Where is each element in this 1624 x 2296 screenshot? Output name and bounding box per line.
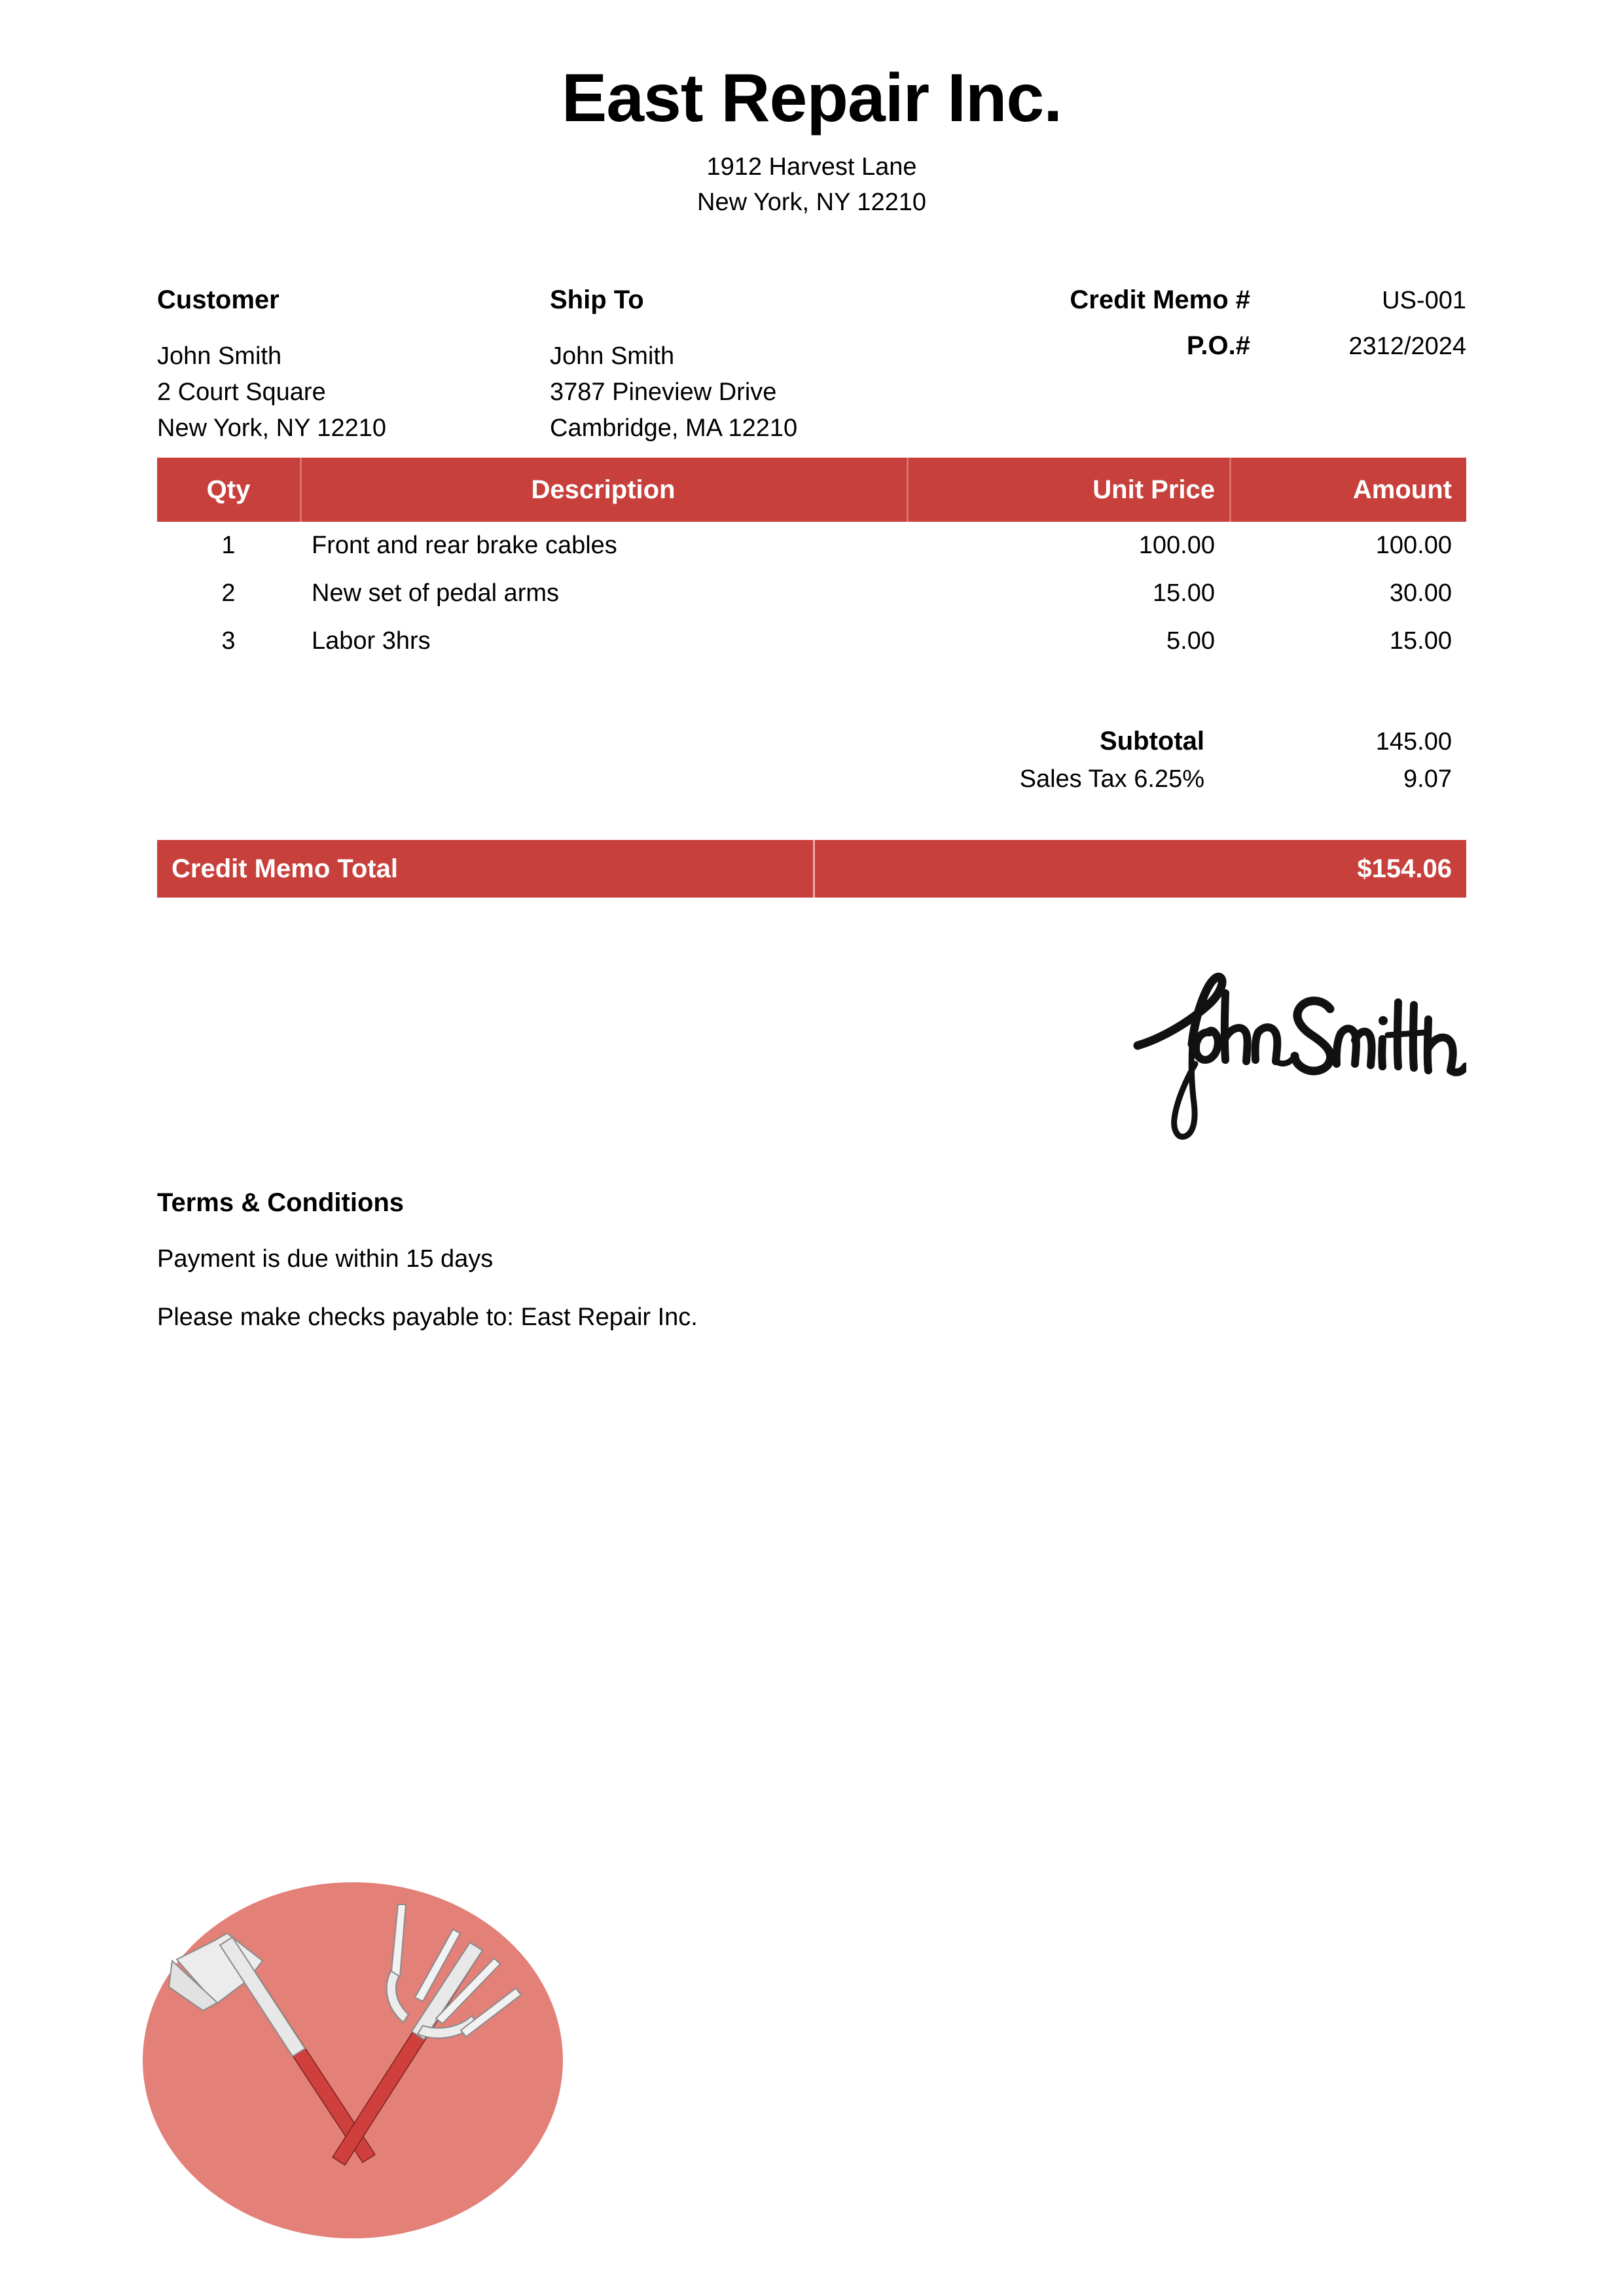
grand-total-divider	[813, 840, 815, 898]
line-item-qty: 3	[221, 627, 236, 655]
ship-to-name: John Smith	[550, 342, 675, 371]
company-address-line-2: New York, NY 12210	[697, 189, 926, 217]
ship-to-street: 3787 Pineview Drive	[550, 378, 777, 407]
customer-title: Customer	[157, 285, 280, 315]
credit-memo-total-bar	[157, 840, 1466, 898]
line-item-amount: 15.00	[1389, 627, 1452, 655]
credit-memo-number-value: US-001	[1382, 287, 1466, 315]
company-address	[157, 150, 1466, 221]
company-name: East Repair Inc.	[561, 60, 1062, 136]
signature-john-smith	[1126, 955, 1466, 1145]
credit-memo-total-value: $154.06	[1357, 854, 1452, 883]
terms-and-conditions	[157, 1188, 1466, 1332]
terms-title: Terms & Conditions	[157, 1188, 405, 1218]
table-row	[157, 570, 1466, 617]
line-item-amount: 30.00	[1389, 579, 1452, 608]
header-divider-1	[300, 458, 302, 522]
company-logo-icon	[143, 1882, 563, 2239]
line-item-description: Front and rear brake cables	[312, 532, 617, 560]
line-item-unit-price: 5.00	[1166, 627, 1215, 655]
company-address-line-1: 1912 Harvest Lane	[706, 153, 917, 181]
credit-memo-number-row	[877, 281, 1466, 319]
line-items-table	[157, 458, 1466, 665]
subtotal-value: 145.00	[1375, 728, 1452, 756]
table-row	[157, 522, 1466, 570]
line-items-body	[157, 522, 1466, 665]
column-header-unit-price: Unit Price	[1092, 475, 1215, 504]
sales-tax-label: Sales Tax 6.25%	[1019, 765, 1204, 793]
ship-to-title: Ship To	[550, 285, 644, 315]
invoice-sheet	[157, 0, 1466, 2296]
customer-block	[157, 281, 386, 446]
line-items-header-row	[157, 458, 1466, 522]
document-header	[157, 0, 1466, 221]
customer-street: 2 Court Square	[157, 378, 326, 407]
terms-line-1: Payment is due within 15 days	[157, 1245, 494, 1273]
credit-memo-total-label: Credit Memo Total	[171, 854, 398, 883]
document-meta	[877, 281, 1466, 373]
customer-name: John Smith	[157, 342, 282, 371]
line-item-unit-price: 15.00	[1152, 579, 1215, 608]
subtotal-row	[157, 721, 1466, 761]
ship-to-block	[550, 281, 797, 446]
terms-line-2: Please make checks payable to: East Repair Inc.	[157, 1303, 698, 1332]
parties-section	[157, 281, 1466, 443]
line-item-qty: 2	[221, 579, 236, 608]
header-divider-2	[907, 458, 909, 522]
sales-tax-row	[157, 761, 1466, 798]
po-number-row	[877, 327, 1466, 365]
customer-city-state-zip: New York, NY 12210	[157, 414, 386, 443]
logo-circle	[143, 1882, 563, 2238]
column-header-amount: Amount	[1352, 475, 1452, 504]
credit-memo-number-label: Credit Memo #	[1070, 285, 1250, 315]
table-row	[157, 617, 1466, 665]
column-header-qty: Qty	[206, 475, 251, 504]
line-item-description: New set of pedal arms	[312, 579, 560, 608]
header-divider-3	[1229, 458, 1231, 522]
subtotal-label: Subtotal	[1100, 727, 1204, 756]
sales-tax-value: 9.07	[1403, 765, 1452, 793]
ship-to-city-state-zip: Cambridge, MA 12210	[550, 414, 798, 443]
totals-section	[157, 721, 1466, 798]
line-item-qty: 1	[221, 532, 236, 560]
line-item-description: Labor 3hrs	[312, 627, 431, 655]
signature-area	[157, 955, 1466, 1152]
line-item-unit-price: 100.00	[1138, 532, 1215, 560]
po-number-label: P.O.#	[1186, 331, 1250, 361]
line-item-amount: 100.00	[1375, 532, 1452, 560]
po-number-value: 2312/2024	[1348, 333, 1466, 361]
column-header-description: Description	[531, 475, 676, 504]
